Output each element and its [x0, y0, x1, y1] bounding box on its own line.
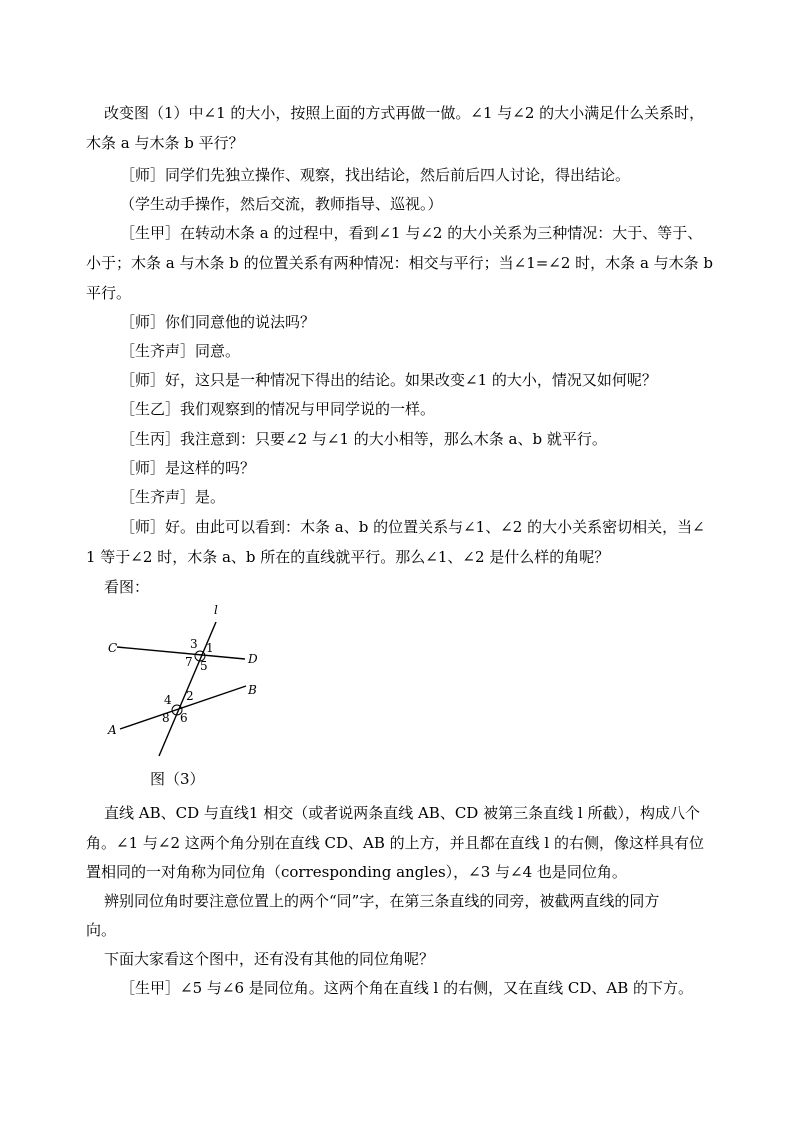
text-line: ［师］好。由此可以看到：木条 a、b 的位置关系与∠1、∠2 的大小关系密切相关，当∠ — [120, 518, 705, 536]
text-line: ［生齐声］同意。 — [120, 342, 241, 360]
text-line: ［生齐声］是。 — [120, 488, 226, 506]
angle-label-2: 2 — [186, 689, 194, 703]
text-line: ［师］同学们先独立操作、观察，找出结论，然后前后四人讨论，得出结论。 — [120, 166, 631, 184]
text-line: 1 等于∠2 时，木条 a、b 所在的直线就平行。那么∠1、∠2 是什么样的角呢？ — [86, 548, 610, 566]
text-line: 下面大家看这个图中，还有没有其他的同位角呢？ — [104, 950, 435, 968]
angle-label-7: 7 — [185, 655, 193, 669]
text-line: ［生丙］我注意到：只要∠2 与∠1 的大小相等，那么木条 a、b 就平行。 — [120, 430, 607, 448]
text-line: ［生甲］在转动木条 a 的过程中，看到∠1 与∠2 的大小关系为三种情况：大于、等于、 — [120, 224, 703, 242]
text-line: ［师］是这样的吗？ — [120, 459, 256, 477]
figure-caption: 图（3） — [150, 770, 205, 788]
text-line: ［生甲］∠5 与∠6 是同位角。这两个角在直线 l 的右侧，又在直线 CD、AB 的下方。 — [120, 979, 693, 997]
label-b: B — [248, 683, 257, 697]
text-line: 辨别同位角时要注意位置上的两个“同”字，在第三条直线的同旁，被截两直线的同方 — [104, 892, 660, 910]
text-line: 置相同的一对角称为同位角（corresponding angles），∠3 与∠4 也是同位角。 — [86, 863, 627, 881]
text-line: （学生动手操作，然后交流，教师指导、巡视。） — [120, 195, 443, 213]
text-line: 向。 — [86, 921, 117, 939]
text-line: ［生乙］我们观察到的情况与甲同学说的一样。 — [120, 400, 436, 418]
text-line: 直线 AB、CD 与直线1 相交（或者说两条直线 AB、CD 被第三条直线 l 所截），构成八个 — [104, 804, 700, 822]
text-line: 看图： — [104, 578, 150, 596]
text-line: 角。∠1 与∠2 这两个角分别在直线 CD、AB 的上方，并且都在直线 l 的右侧，像这样具有位 — [86, 834, 704, 852]
text-line: 平行。 — [86, 284, 132, 302]
text-line: 木条 a 与木条 b 平行？ — [86, 134, 244, 152]
geometry-figure — [100, 600, 270, 760]
angle-label-8: 8 — [162, 711, 170, 725]
text-line: 改变图（1）中∠1 的大小，按照上面的方式再做一做。∠1 与∠2 的大小满足什么关系时， — [104, 104, 705, 122]
label-c: C — [108, 641, 118, 655]
text-line: ［师］你们同意他的说法吗？ — [120, 313, 316, 331]
angle-label-3: 3 — [190, 637, 198, 651]
text-line: 小于；木条 a 与木条 b 的位置关系有两种情况：相交与平行；当∠1=∠2 时，木条 a 与木条 b — [86, 254, 714, 272]
text-line: ［师］好，这只是一种情况下得出的结论。如果改变∠1 的大小，情况又如何呢？ — [120, 371, 657, 389]
label-d: D — [248, 652, 258, 666]
label-l: l — [214, 603, 218, 617]
angle-label-4: 4 — [164, 693, 172, 707]
angle-label-1: 1 — [206, 641, 214, 655]
angle-label-6: 6 — [180, 711, 188, 725]
line-cd — [117, 647, 245, 659]
label-a: A — [108, 723, 117, 737]
angle-label-5: 5 — [200, 659, 208, 673]
